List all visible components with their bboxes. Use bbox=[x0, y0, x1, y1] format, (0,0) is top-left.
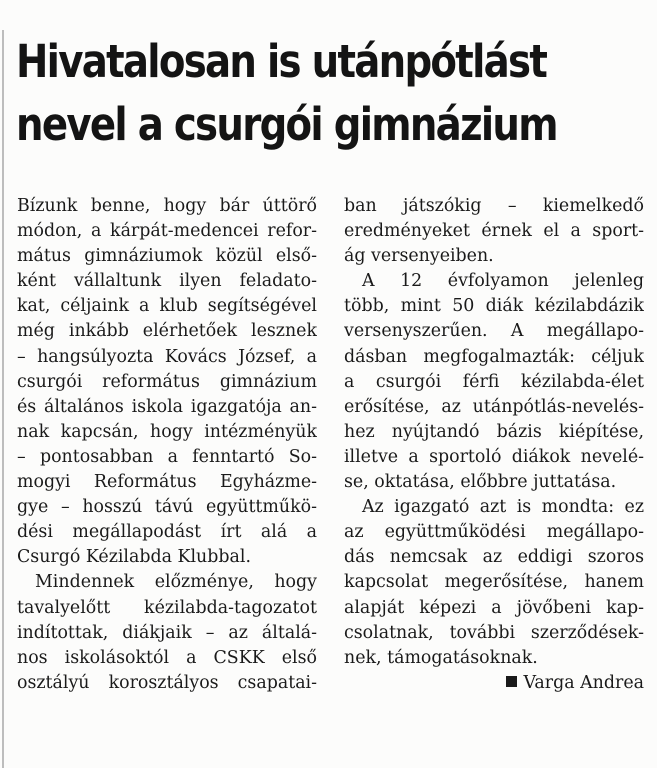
text-line: versenyszerűen. A megállapo- bbox=[344, 321, 644, 342]
text-line: több, mint 50 diák kézilabdázik bbox=[344, 296, 644, 317]
text-line: eredményeket érnek el a sport- bbox=[344, 221, 644, 242]
text-line: Bízunk benne, hogy bár úttörő bbox=[17, 196, 317, 216]
text-line: kat, céljaink a klub segítségével bbox=[17, 296, 317, 317]
text-line: alapját képezi a jövőbeni kap- bbox=[344, 597, 644, 618]
text-line: nek, támogatásoknak. bbox=[344, 647, 538, 668]
text-line: gye – hosszú távú együttműkö- bbox=[17, 497, 317, 518]
text-line: dásban megfogalmazták: céljuk bbox=[344, 346, 644, 367]
clipping-edge bbox=[2, 30, 4, 768]
author-name: Varga Andrea bbox=[523, 672, 644, 693]
text-line: ban játszókig – kiemelkedő bbox=[344, 196, 644, 216]
article-column-left bbox=[17, 194, 317, 696]
text-line: tavalyelőtt kézilabda-tagozatot bbox=[17, 597, 317, 618]
byline bbox=[344, 671, 644, 696]
text-line: dás nemcsak az eddigi szoros bbox=[344, 547, 644, 568]
article-paragraph bbox=[17, 570, 317, 695]
article-paragraph bbox=[344, 194, 644, 269]
article-paragraph bbox=[344, 495, 644, 671]
headline-line-1: Hivatalosan is utánpótlást bbox=[16, 35, 547, 88]
text-line: illetve a sportoló diákok nevelé- bbox=[344, 446, 644, 467]
text-line: mogyi Református Egyházme- bbox=[17, 472, 317, 493]
text-line: még inkább elérhetőek lesznek bbox=[17, 321, 317, 342]
text-line: a csurgói férfi kézilabda-élet bbox=[344, 371, 644, 392]
text-line: nos iskolásoktól a CSKK első bbox=[17, 647, 317, 668]
text-line: hez nyújtandó bázis kiépítése, bbox=[344, 421, 644, 442]
article-column-right bbox=[344, 194, 644, 696]
article-paragraph bbox=[17, 194, 317, 570]
text-line: csolatnak, további szerződések- bbox=[344, 622, 644, 643]
text-line: indítottak, diákjaik – az általá- bbox=[17, 622, 317, 643]
article-paragraph bbox=[344, 269, 644, 495]
text-line: se, oktatása, előbbre juttatása. bbox=[344, 472, 617, 493]
byline-square-icon bbox=[506, 676, 517, 687]
text-line: Csurgó Kézilabda Klubbal. bbox=[17, 547, 251, 568]
text-line: mátus gimnáziumok közül első- bbox=[17, 246, 317, 267]
text-line: – hangsúlyozta Kovács József, a bbox=[17, 346, 317, 367]
text-line: Mindennek előzménye, hogy bbox=[35, 572, 317, 593]
text-line: – pontosabban a fenntartó So- bbox=[17, 446, 317, 467]
text-line: kapcsolat megerősítése, hanem bbox=[344, 572, 644, 593]
text-line: ként vállaltunk ilyen feladato- bbox=[17, 271, 317, 292]
text-line: az együttműködési megállapo- bbox=[344, 522, 644, 543]
text-line: ág versenyeiben. bbox=[344, 246, 494, 267]
text-line: dési megállapodást írt alá a bbox=[17, 522, 317, 543]
text-line: A 12 évfolyamon jelenleg bbox=[362, 271, 644, 292]
text-line: módon, a kárpát-medencei refor- bbox=[17, 221, 317, 242]
text-line: csurgói református gimnázium bbox=[17, 371, 317, 392]
text-line: osztályú korosztályos csapatai- bbox=[17, 672, 317, 693]
headline bbox=[16, 30, 558, 156]
text-line: Az igazgató azt is mondta: ez bbox=[362, 497, 644, 518]
text-line: erősítése, az utánpótlás-nevelés- bbox=[344, 396, 644, 417]
text-line: nak kapcsán, hogy intézményük bbox=[17, 421, 317, 442]
text-line: és általános iskola igazgatója an- bbox=[17, 396, 317, 417]
headline-line-2: nevel a csurgói gimnázium bbox=[16, 98, 557, 151]
